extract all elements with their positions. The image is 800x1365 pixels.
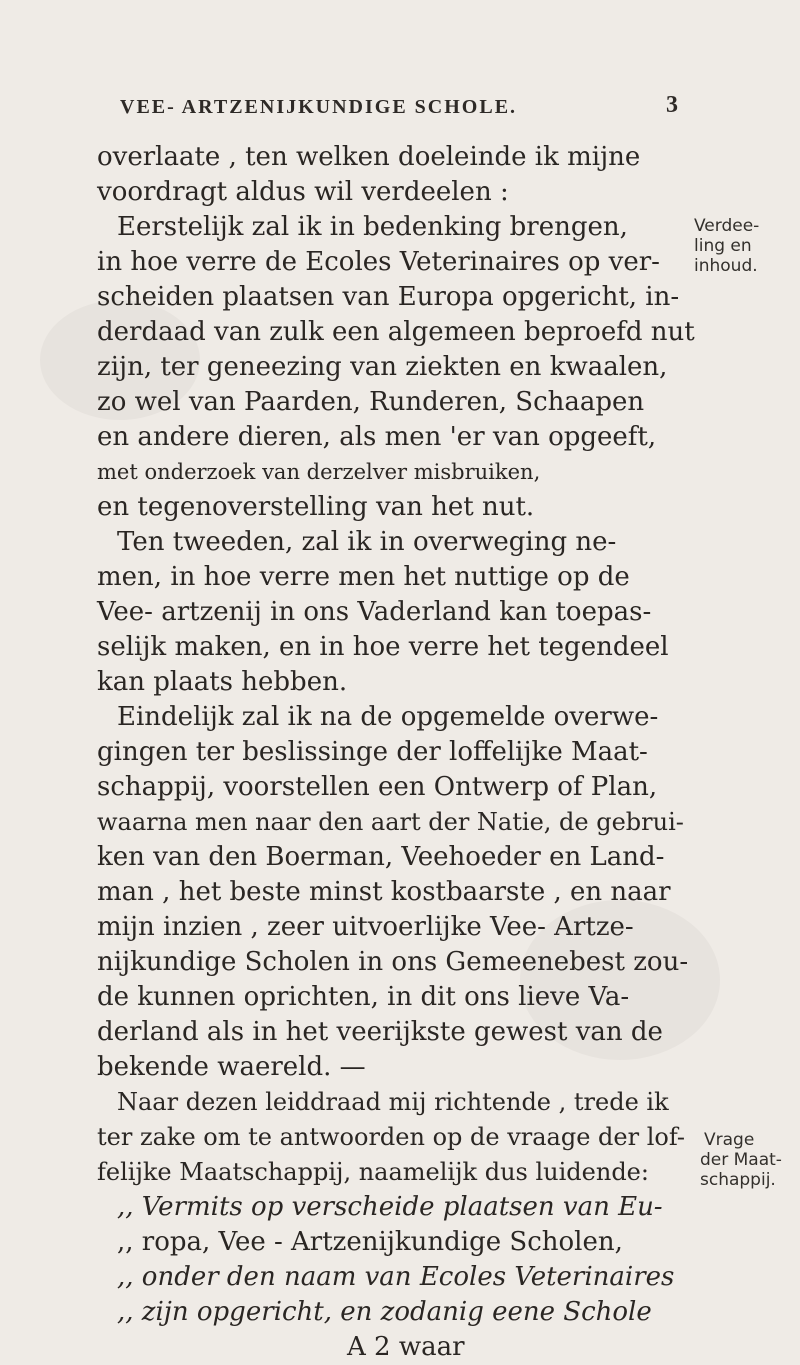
- text-line: man , het beste minst kostbaarste , en naar: [97, 877, 671, 907]
- text-line: selijk maken, en in hoe verre het tegendeel: [97, 632, 669, 662]
- text-line: en andere dieren, als men 'er van opgeeft,: [97, 422, 657, 452]
- margin-note-vraag: [700, 1130, 800, 1190]
- text-line: schappij, voorstellen een Ontwerp of Plan,: [97, 772, 658, 802]
- margin-note-line: Verdee-: [694, 216, 760, 236]
- text-line: derdaad van zulk een algemeen beproefd nut: [97, 317, 695, 347]
- text-line: scheiden plaatsen van Europa opgericht, in-: [97, 282, 680, 312]
- margin-note-line: der Maat-: [700, 1150, 782, 1170]
- text-line: derland als in het veerijkste gewest van de: [97, 1017, 663, 1047]
- margin-note-line: inhoud.: [694, 256, 758, 276]
- text-line: in hoe verre de Ecoles Veterinaires op ver-: [97, 247, 660, 277]
- text-line: mijn inzien , zeer uitvoerlijke Vee- Artze-: [97, 912, 634, 942]
- text-line: ,, ropa, Vee - Artzenijkundige Scholen,: [117, 1227, 623, 1257]
- text-line: overlaate , ten welken doeleinde ik mijne: [97, 142, 641, 172]
- margin-note-line: schappij.: [700, 1170, 776, 1190]
- margin-note-line: ling en: [694, 236, 752, 256]
- text-line: de kunnen oprichten, in dit ons lieve Va-: [97, 982, 630, 1012]
- margin-note-verdeeling: [694, 216, 794, 276]
- text-line: ,, zijn opgericht, en zodanig eene Schole: [117, 1297, 652, 1327]
- text-line: zo wel van Paarden, Runderen, Schaapen: [97, 387, 645, 417]
- text-line: voordragt aldus wil verdeelen :: [97, 177, 509, 207]
- text-line: Naar dezen leiddraad mij richtende , trede ik: [117, 1088, 669, 1116]
- text-line: zijn, ter geneezing van ziekten en kwaalen,: [97, 352, 668, 382]
- text-line: en tegenoverstelling van het nut.: [97, 492, 535, 522]
- page-number: 3: [666, 92, 680, 118]
- text-line: bekende waereld. —: [97, 1052, 366, 1082]
- text-line: Ten tweeden, zal ik in overweging ne-: [117, 527, 617, 557]
- text-line: gingen ter beslissinge der loffelijke Maat-: [97, 737, 648, 767]
- margin-note-line: Vrage: [704, 1130, 755, 1150]
- text-line: met onderzoek van derzelver misbruiken,: [97, 460, 541, 484]
- text-line: nijkundige Scholen in ons Gemeenebest zou-: [97, 947, 689, 977]
- text-line: Eerstelijk zal ik in bedenking brengen,: [117, 212, 628, 242]
- text-line: ter zake om te antwoorden op de vraage der lof-: [97, 1123, 685, 1151]
- text-line: waarna men naar den aart der Natie, de gebrui-: [97, 808, 684, 836]
- text-line: ,, onder den naam van Ecoles Veterinaires: [117, 1262, 675, 1292]
- text-line: kan plaats hebben.: [97, 667, 348, 697]
- body-text: [97, 140, 695, 1365]
- text-line: felijke Maatschappij, naamelijk dus luidende:: [97, 1158, 649, 1186]
- text-line: ,, Vermits op verscheide plaatsen van Eu-: [117, 1192, 663, 1222]
- running-title: VEE- ARTZENIJKUNDIGE SCHOLE.: [120, 96, 518, 118]
- text-line: ken van den Boerman, Veehoeder en Land-: [97, 842, 665, 872]
- text-line: Eindelijk zal ik na de opgemelde overwe-: [117, 702, 659, 732]
- text-line: men, in hoe verre men het nuttige op de: [97, 562, 630, 592]
- text-line: Vee- artzenij in ons Vaderland kan toepas-: [97, 597, 652, 627]
- signature-catchword-line: A 2 waar: [347, 1332, 465, 1362]
